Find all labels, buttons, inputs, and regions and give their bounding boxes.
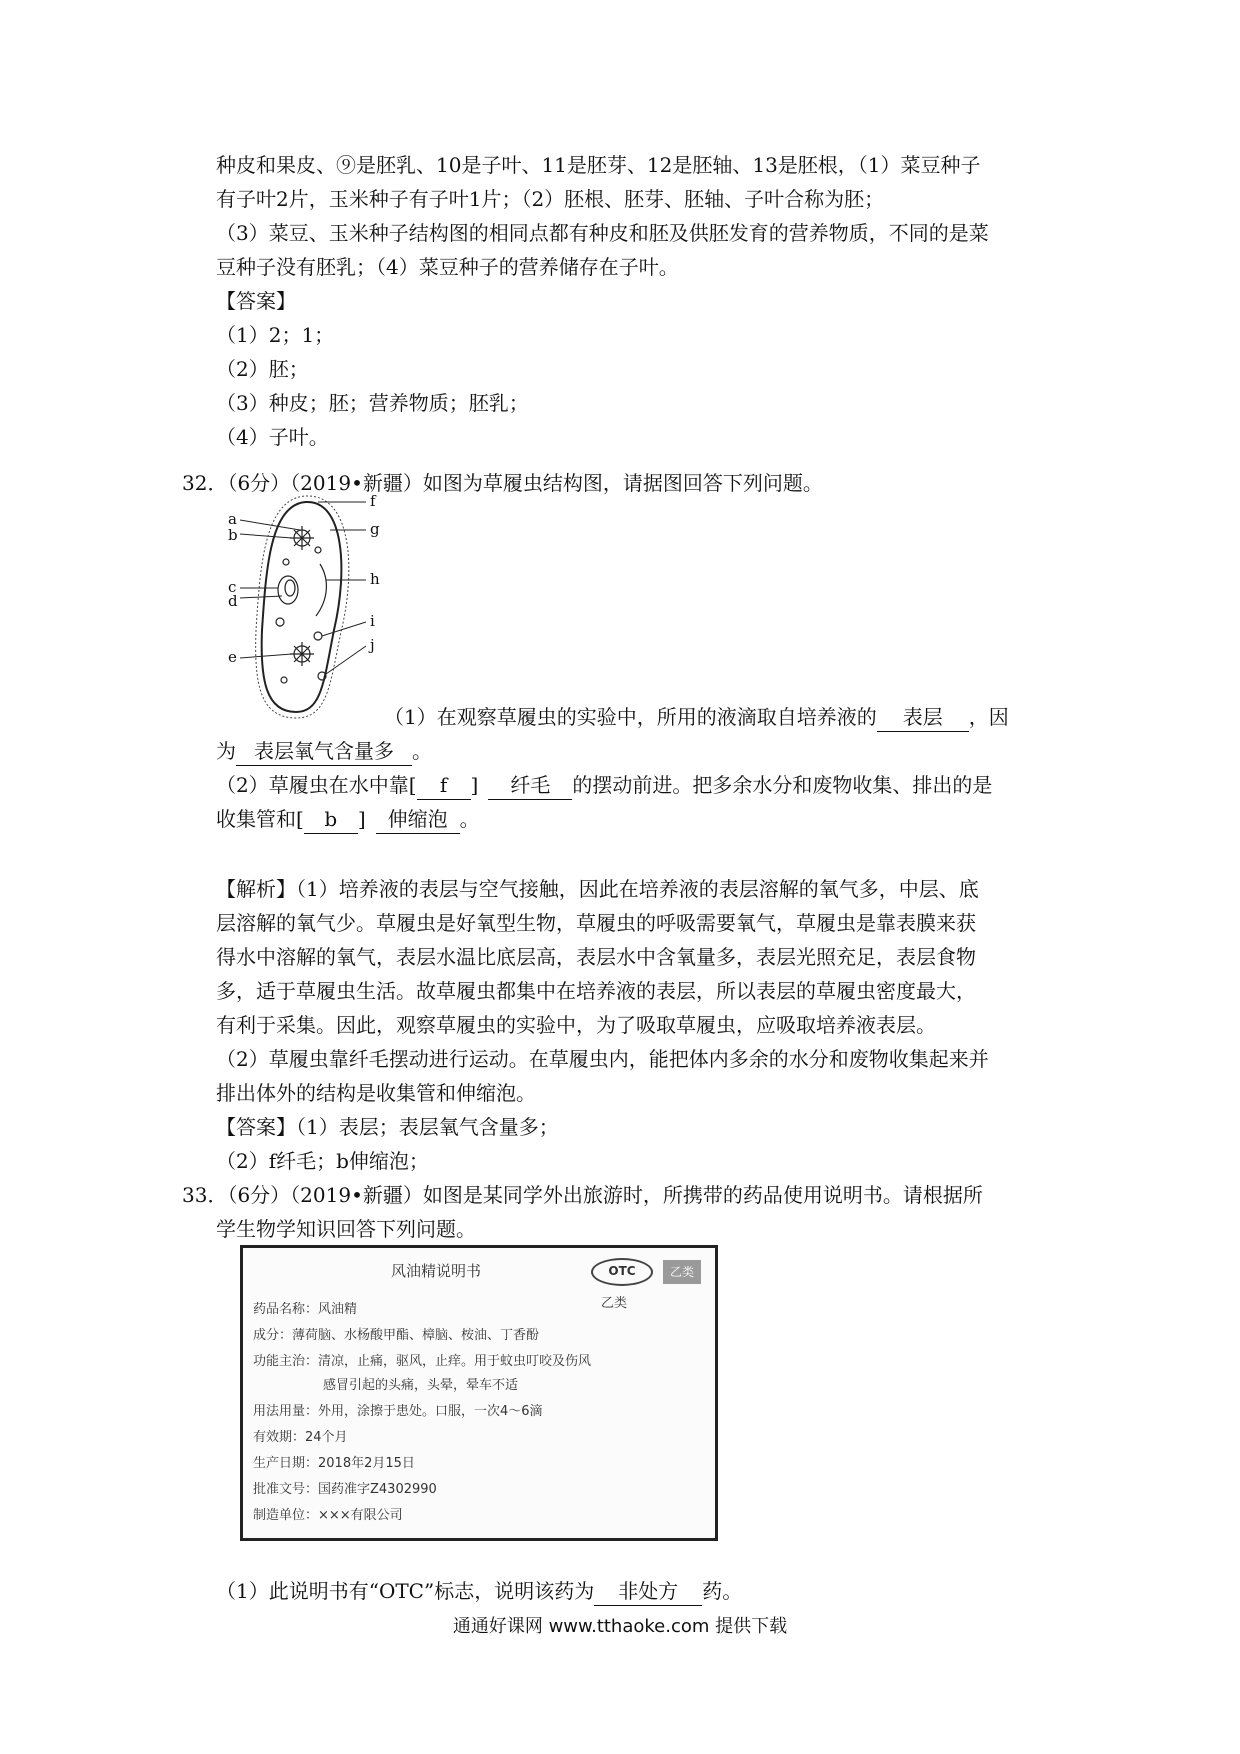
analysis-line-4: 多，适于草履虫生活。故草履虫都集中在培养液的表层，所以表层的草履虫密度最大， [216,979,976,1003]
blank-otc-answer: 非处方 [594,1577,702,1606]
q32-part2-prefix: （2）草履虫在水中靠[ [216,773,417,797]
paramecium-figure [226,490,386,720]
blank-vacuole-letter: b [304,805,358,834]
figure-label-g: g [370,520,380,538]
intro-line-4: 豆种子没有胚乳；（4）菜豆种子的营养储存在子叶。 [216,255,679,279]
medicine-leaflet [240,1245,718,1541]
page-footer: 通通好课网 www.tthaoke.com 提供下载 [452,1616,788,1637]
q32-part2-line-2 [216,802,480,836]
analysis-line-7: 排出体外的结构是收集管和伸缩泡。 [216,1081,536,1105]
answer-heading: 【答案】 [216,289,296,313]
q33-title-line-1: 33．（6分）（2019•新疆）如图是某同学外出旅游时，所携带的药品使用说明书。请根据所 [182,1183,983,1207]
answer-line-4: （4）子叶。 [216,425,329,449]
q32-part2-bracket: ] [470,773,479,797]
answer-line-2: （2）胚； [216,357,309,381]
leaflet-row-production-date: 生产日期：2018年2月15日 [253,1456,415,1471]
intro-line-1: 种皮和果皮、⑨是胚乳、10是子叶、11是胚芽、12是胚轴、13是胚根，（1）菜豆种子 [216,153,981,177]
leaflet-row-indications: 功能主治：清凉，止痛，驱风，止痒。用于蚊虫叮咬及伤风 [253,1354,592,1369]
figure-label-h: h [370,570,380,588]
blank-oxygen-reason: 表层氧气含量多 [236,737,412,766]
answer-line-1: （1）2；1； [216,323,335,347]
blank-cilia-letter: f [417,771,471,800]
leaflet-row-expiry: 有效期：24个月 [253,1430,348,1445]
intro-line-3: （3）菜豆、玉米种子结构图的相同点都有种皮和胚及供胚发育的营养物质，不同的是菜 [216,221,989,245]
intro-line-2: 有子叶2片，玉米种子有子叶1片；（2）胚根、胚芽、胚轴、子叶合称为胚； [216,187,885,211]
leaflet-row-indications-cont: 感冒引起的头痛，头晕，晕车不适 [323,1378,519,1393]
analysis-line-6: （2）草履虫靠纤毛摆动进行运动。在草履虫内，能把体内多余的水分和废物收集起来并 [216,1047,989,1071]
answer-line-3: （3）种皮；胚；营养物质；胚乳； [216,391,529,415]
q32-answer-line-2: （2）f纤毛；b伸缩泡； [216,1149,429,1173]
figure-label-i: i [370,612,375,630]
figure-label-f: f [370,492,376,510]
q33-part1-prefix: （1）此说明书有“OTC”标志，说明该药为 [216,1579,595,1603]
blank-cilia-name: 纤毛 [488,771,572,800]
leaflet-row-manufacturer: 制造单位：×××有限公司 [253,1508,403,1523]
q32-part1b-suffix: 。 [412,739,432,763]
q32-part2b-bracket: ] [357,807,366,831]
otc-badge: OTC [591,1258,653,1286]
analysis-line-2: 层溶解的氧气少。草履虫是好氧型生物，草履虫的呼吸需要氧气，草履虫是靠表膜来获 [216,911,976,935]
q32-part2b-prefix: 收集管和[ [216,807,304,831]
q32-part1-line [384,700,1009,734]
leaflet-row-dosage: 用法用量：外用，涂擦于患处。口服，一次4～6滴 [253,1404,543,1419]
figure-label-b: b [228,526,238,544]
leaflet-row-name: 药品名称：风油精 [253,1302,358,1317]
leaflet-category: 乙类 [601,1296,628,1311]
q32-answer-line-1: 【答案】（1）表层；表层氧气含量多； [216,1115,559,1139]
leaflet-title: 风油精说明书 [391,1262,482,1280]
q32-part1-prefix: （1）在观察草履虫的实验中，所用的液滴取自培养液的 [384,705,877,729]
figure-label-c: c [228,578,237,596]
q33-part1-suffix: 药。 [702,1579,743,1603]
figure-label-d: d [228,592,238,610]
q32-part2-line [216,768,992,802]
paramecium-drawing [226,490,386,720]
q32-part2-suffix: 的摆动前进。把多余水分和废物收集、排出的是 [572,773,993,797]
q33-part1-line [216,1574,742,1608]
blank-vacuole-name: 伸缩泡 [376,805,460,834]
figure-label-j: j [370,636,375,654]
category-stamp: 乙类 [663,1260,701,1284]
q32-part1-suffix: ，因 [968,705,1009,729]
q33-title-line-2: 学生物学知识回答下列问题。 [216,1217,476,1241]
leaflet-row-approval: 批准文号：国药准字Z4302990 [253,1482,437,1497]
blank-surface-layer: 表层 [877,703,969,732]
analysis-line-1: 【解析】（1）培养液的表层与空气接触，因此在培养液的表层溶解的氧气多，中层、底 [216,877,979,901]
leaflet-row-ingredients: 成分：薄荷脑、水杨酸甲酯、樟脑、桉油、丁香酚 [253,1328,540,1343]
analysis-line-3: 得水中溶解的氧气，表层水温比底层高，表层水中含氧量多，表层光照充足，表层食物 [216,945,976,969]
q32-part1b-prefix: 为 [216,739,236,763]
figure-label-a: a [228,510,237,528]
q32-part1-line-2 [216,734,432,768]
analysis-line-5: 有利于采集。因此，观察草履虫的实验中，为了吸取草履虫，应吸取培养液表层。 [216,1013,936,1037]
q32-part2b-suffix: 。 [459,807,480,831]
figure-label-e: e [228,648,237,666]
q32-title: 32．（6分）（2019•新疆）如图为草履虫结构图，请据图回答下列问题。 [182,471,823,495]
